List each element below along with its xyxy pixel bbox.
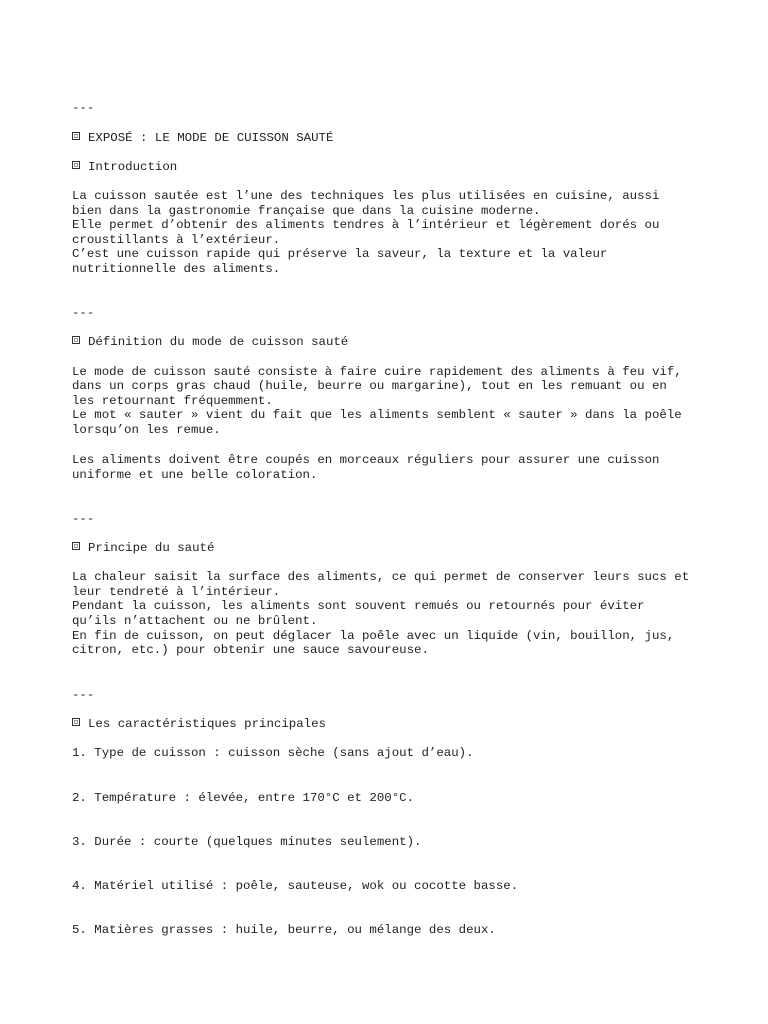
paragraph-line: bien dans la gastronomie française que dans la cuisine moderne. — [72, 204, 541, 218]
paragraph-line: les retournant fréquemment. — [72, 394, 273, 408]
paragraph-line: Le mode de cuisson sauté consiste à faire cuire rapidement des aliments à feu vif, — [72, 365, 682, 379]
separator: --- — [72, 101, 95, 115]
paragraph-line: nutritionnelle des aliments. — [72, 262, 281, 276]
list-item: 1. Type de cuisson : cuisson sèche (sans ajout d’eau). — [72, 746, 474, 760]
list-item: 5. Matières grasses : huile, beurre, ou mélange des deux. — [72, 923, 496, 937]
paragraph-line: Les aliments doivent être coupés en morceaux réguliers pour assurer une cuisson — [72, 453, 660, 467]
checkbox-bullet-icon — [72, 336, 80, 344]
paragraph-line: Le mot « sauter » vient du fait que les aliments semblent « sauter » dans la poêle — [72, 408, 682, 422]
section-heading-caracteristiques — [72, 717, 326, 732]
paragraph-line: leur tendreté à l’intérieur. — [72, 585, 281, 599]
heading-text: Définition du mode de cuisson sauté — [88, 335, 349, 349]
paragraph-line: Elle permet d’obtenir des aliments tendres à l’intérieur et légèrement dorés ou — [72, 218, 660, 232]
section-heading-definition — [72, 335, 348, 350]
document-title — [72, 131, 333, 146]
title-text: EXPOSÉ : LE MODE DE CUISSON SAUTÉ — [88, 131, 334, 145]
separator: --- — [72, 688, 95, 702]
paragraph-line: La cuisson sautée est l’une des techniques les plus utilisées en cuisine, aussi — [72, 189, 660, 203]
list-item: 3. Durée : courte (quelques minutes seulement). — [72, 835, 422, 849]
separator: --- — [72, 306, 95, 320]
paragraph-line: lorsqu’on les remue. — [72, 423, 221, 437]
checkbox-bullet-icon — [72, 718, 80, 726]
checkbox-bullet-icon — [72, 542, 80, 550]
section-heading-introduction — [72, 160, 177, 175]
paragraph-line: La chaleur saisit la surface des aliments, ce qui permet de conserver leurs sucs et — [72, 570, 690, 584]
paragraph-line: qu’ils n’attachent ou ne brûlent. — [72, 614, 318, 628]
paragraph-line: C’est une cuisson rapide qui préserve la saveur, la texture et la valeur — [72, 247, 608, 261]
list-item: 2. Température : élevée, entre 170°C et 200°C. — [72, 791, 415, 805]
heading-text: Les caractéristiques principales — [88, 717, 326, 731]
paragraph-line: En fin de cuisson, on peut déglacer la poêle avec un liquide (vin, bouillon, jus, — [72, 629, 675, 643]
checkbox-bullet-icon — [72, 161, 80, 169]
list-item: 4. Matériel utilisé : poêle, sauteuse, wok ou cocotte basse. — [72, 879, 519, 893]
heading-text: Principe du sauté — [88, 541, 215, 555]
checkbox-bullet-icon — [72, 132, 80, 140]
section-heading-principe — [72, 541, 214, 556]
paragraph-line: croustillants à l’extérieur. — [72, 233, 281, 247]
paragraph-line: Pendant la cuisson, les aliments sont souvent remués ou retournés pour éviter — [72, 599, 645, 613]
paragraph-line: dans un corps gras chaud (huile, beurre ou margarine), tout en les remuant ou en — [72, 379, 667, 393]
heading-text: Introduction — [88, 160, 178, 174]
paragraph-line: uniforme et une belle coloration. — [72, 468, 318, 482]
paragraph-line: citron, etc.) pour obtenir une sauce savoureuse. — [72, 643, 429, 657]
separator: --- — [72, 512, 95, 526]
